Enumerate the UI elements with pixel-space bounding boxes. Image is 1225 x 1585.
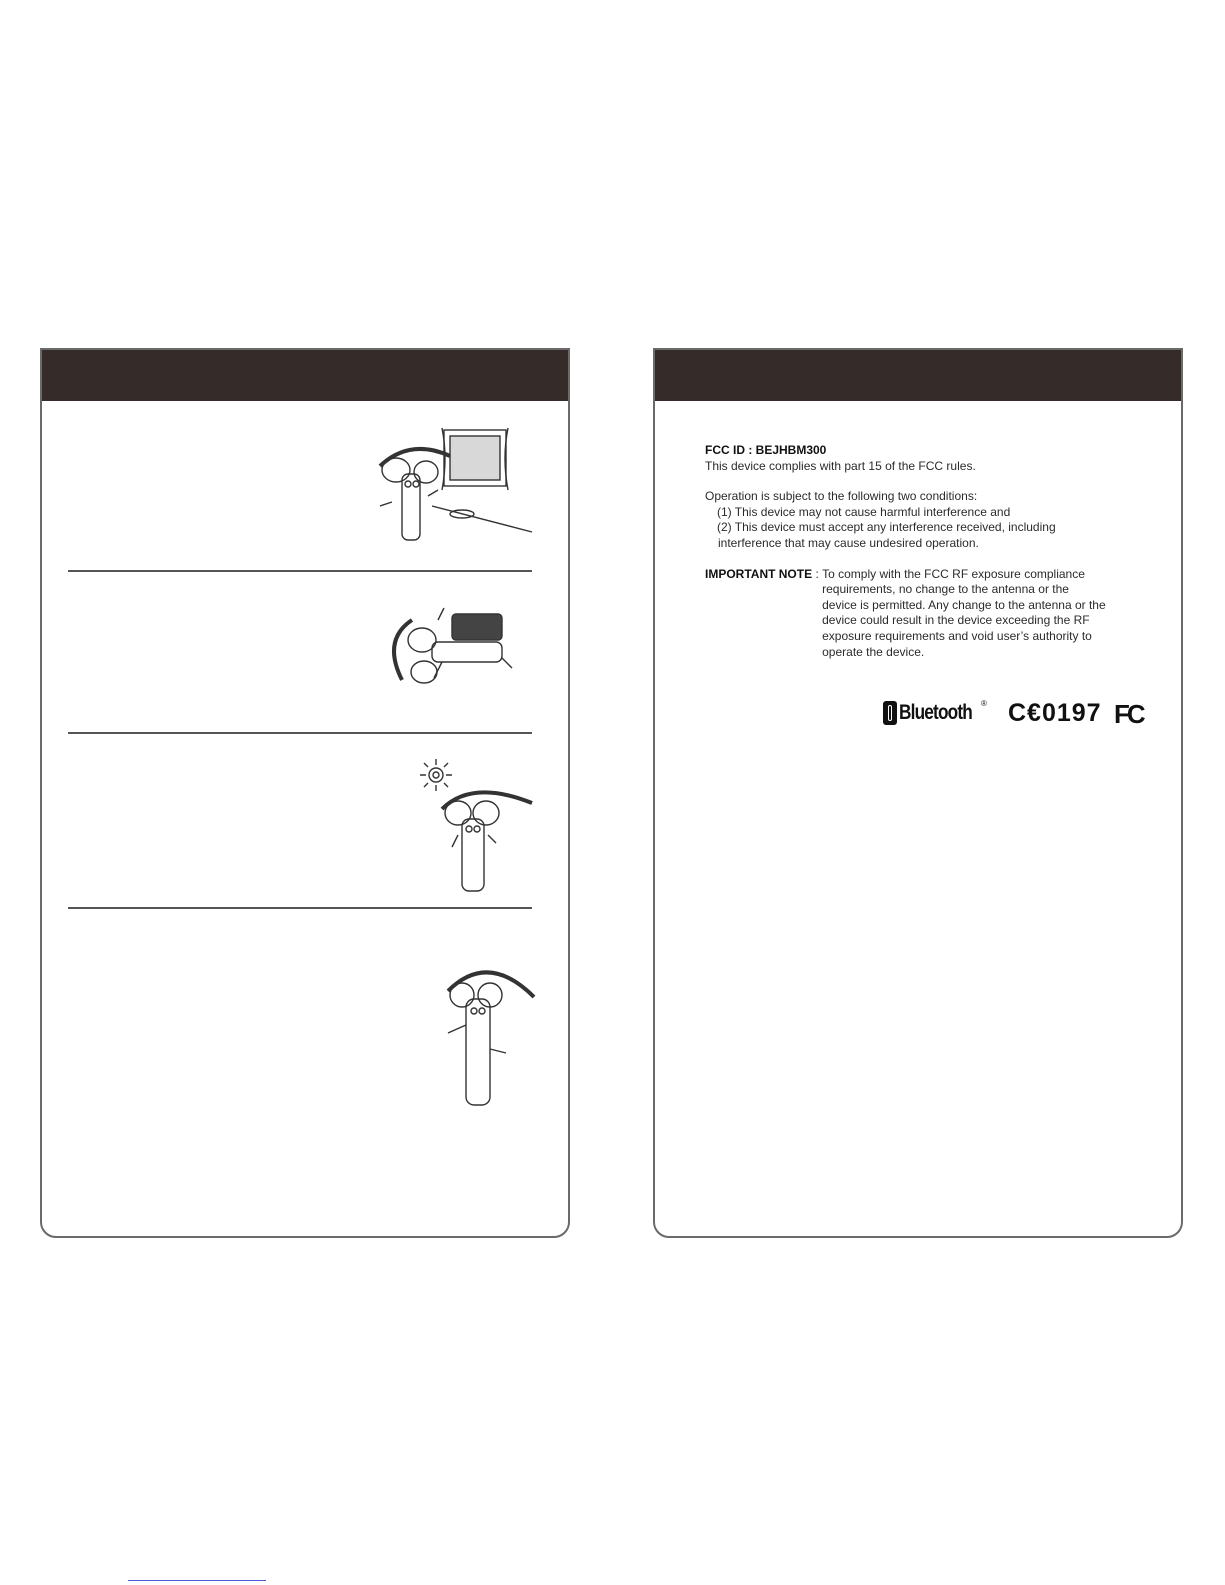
note-line: requirements, no change to the antenna or the [822,582,1069,597]
fcc-id: FCC ID : BEJHBM300 [705,443,827,457]
important-note-text [822,567,1122,661]
certification-logos [883,699,1163,729]
section-divider [68,732,532,734]
right-page-header [655,350,1181,401]
bluetooth-logo: Bluetooth ® [883,701,988,725]
fcc-logo: FC [1114,699,1143,729]
important-note-label: IMPORTANT NOTE [705,566,813,581]
condition-2-continued: interference that may cause undesired operation. [718,535,979,550]
ce-mark-logo: C€0197 [1008,699,1102,727]
condition-2: (2) This device must accept any interference received, including [717,520,1056,535]
note-line: device is permitted. Any change to the antenna or the [822,597,1106,612]
headset-standing-illustration [432,965,542,1110]
left-page [40,348,570,1238]
headset-sun-illustration [402,755,542,895]
operation-text: Operation is subject to the following two conditions: [705,489,978,504]
fcc-statement [705,443,1145,660]
left-page-header [42,350,568,401]
footer-link-line [128,1580,266,1581]
section-divider [68,907,532,909]
headset-window-illustration [372,426,542,546]
note-line: device could result in the device exceeding the RF [822,613,1090,628]
bluetooth-icon [883,701,897,725]
note-line: To comply with the FCC RF exposure compliance [822,566,1085,581]
note-line: exposure requirements and void user’s authority to [822,628,1092,643]
section-divider [68,570,532,572]
note-line: operate the device. [822,644,925,659]
compliance-text: This device complies with part 15 of the FCC rules. [705,458,976,473]
right-page [653,348,1183,1238]
headset-squeezed-illustration [382,600,542,695]
condition-1: (1) This device may not cause harmful interference and [717,504,1011,519]
important-note: IMPORTANT NOTE : To comply with the FCC RF exposure compliance requirements, no change to the antenna or the device is permitted. Any change to the antenna or the device could result in the device exceeding the RF exposure requirements and void user’s authority to operate the device. [705,567,1145,661]
